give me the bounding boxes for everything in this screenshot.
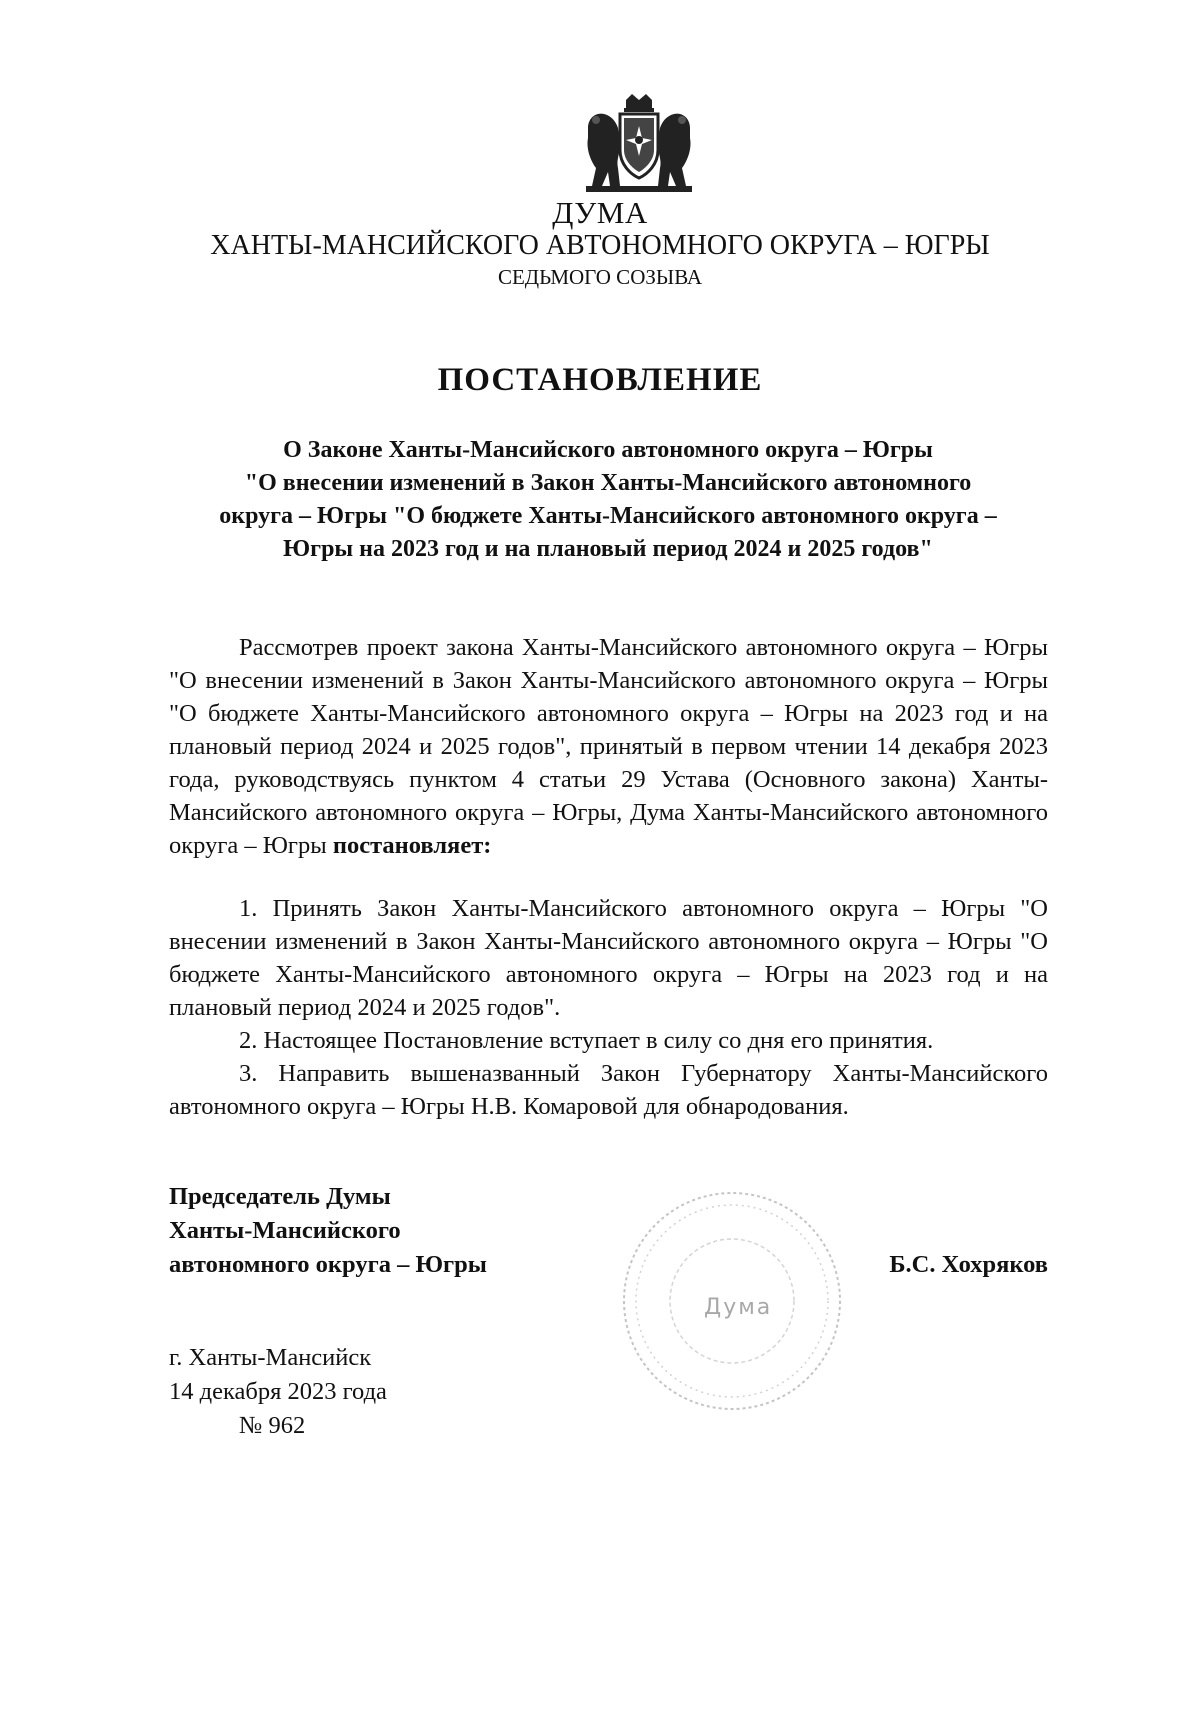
resolution-items <box>169 892 1048 1123</box>
org-name-duma: ДУМА <box>552 195 648 230</box>
coat-of-arms-emblem <box>582 94 696 196</box>
preamble-paragraph <box>169 631 1048 862</box>
signatory-position <box>169 1180 487 1282</box>
org-convocation: СЕДЬМОГО СОЗЫВА <box>497 265 703 289</box>
stamp-text: Дума <box>704 1295 773 1320</box>
resolution-item: 1. Принять Закон Ханты-Мансийского автономного округа – Югры "О внесении изменений в Закон Ханты-Мансийского автономного округа – Югры "О бюджете Ханты-Мансийского автономного округа – Югры на 2023 год и на плановый период 2024 и 2025 годов". <box>169 895 1048 1021</box>
preamble-resolves: постановляет: <box>332 832 492 859</box>
subject-line: "О внесении изменений в Закон Ханты-Мансийского автономного <box>244 470 972 496</box>
official-seal-stamp <box>612 1186 852 1416</box>
preamble-text: Рассмотрев проект закона Ханты-Мансийского автономного округа – Югры "О внесении изменений в Закон Ханты-Мансийского автономного округа – Югры "О бюджете Ханты-Мансийского автономного округа – Югры на 2023 год и на плановый период 2024 и 2025 годов", принятый в первом чтении 14 декабря 2023 года, руководствуясь пунктом 4 статьи 29 Устава (Основного закона) Ханты-Мансийского автономного округа – Югры, Дума Ханты-Мансийского автономного округа – Югры <box>169 634 1048 859</box>
org-name-region: ХАНТЫ-МАНСИЙСКОГО АВТОНОМНОГО ОКРУГА – ЮГРЫ <box>210 230 990 261</box>
document-subject <box>168 434 1048 566</box>
document-place-date <box>169 1341 387 1443</box>
subject-line: округа – Югры "О бюджете Ханты-Мансийского автономного округа – <box>219 503 997 529</box>
position-line: Председатель Думы <box>169 1183 391 1210</box>
document-city: г. Ханты-Мансийск <box>169 1344 372 1371</box>
position-line: Ханты-Мансийского <box>169 1217 401 1244</box>
resolution-item: 2. Настоящее Постановление вступает в силу со дня его принятия. <box>239 1027 934 1054</box>
document-number: № 962 <box>239 1412 306 1439</box>
subject-line: Югры на 2023 год и на плановый период 2024 и 2025 годов" <box>283 536 933 562</box>
subject-line: О Законе Ханты-Мансийского автономного округа – Югры <box>283 437 933 463</box>
position-line: автономного округа – Югры <box>169 1251 487 1278</box>
resolution-item: 3. Направить вышеназванный Закон Губернатору Ханты-Мансийского автономного округа – Югры Н.В. Комаровой для обнародования. <box>169 1060 1048 1120</box>
signatory-name: Б.С. Хохряков <box>889 1251 1048 1278</box>
document-title: ПОСТАНОВЛЕНИЕ <box>437 362 763 398</box>
document-date: 14 декабря 2023 года <box>169 1378 387 1405</box>
